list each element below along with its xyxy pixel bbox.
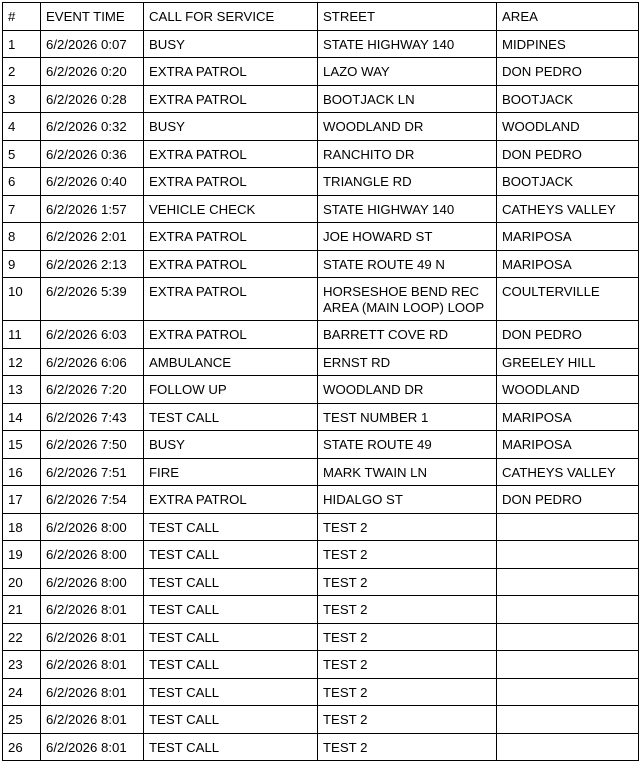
cell-area: WOODLAND <box>497 113 639 141</box>
cell-call-for-service: TEST CALL <box>144 541 318 569</box>
cell-area <box>497 596 639 624</box>
table-row <box>3 541 639 569</box>
cell-call-for-service: EXTRA PATROL <box>144 85 318 113</box>
cell-call-for-service: BUSY <box>144 431 318 459</box>
cell-event-time: 6/2/2026 8:01 <box>41 733 144 761</box>
table-row <box>3 568 639 596</box>
table-row <box>3 195 639 223</box>
cell-street: TEST 2 <box>318 706 497 734</box>
cell-street: STATE ROUTE 49 <box>318 431 497 459</box>
cell-call-for-service: EXTRA PATROL <box>144 140 318 168</box>
cell-street: TEST NUMBER 1 <box>318 403 497 431</box>
cell-street: TEST 2 <box>318 541 497 569</box>
cell-street: RANCHITO DR <box>318 140 497 168</box>
cell-call-for-service: TEST CALL <box>144 596 318 624</box>
cell-number: 8 <box>3 223 41 251</box>
cell-call-for-service: BUSY <box>144 113 318 141</box>
cell-number: 13 <box>3 376 41 404</box>
cell-number: 12 <box>3 348 41 376</box>
table-row <box>3 321 639 349</box>
cell-number: 1 <box>3 30 41 58</box>
cell-event-time: 6/2/2026 0:20 <box>41 58 144 86</box>
table-row <box>3 58 639 86</box>
cell-call-for-service: TEST CALL <box>144 568 318 596</box>
cell-call-for-service: FIRE <box>144 458 318 486</box>
cell-event-time: 6/2/2026 0:28 <box>41 85 144 113</box>
cell-number: 11 <box>3 321 41 349</box>
cell-call-for-service: EXTRA PATROL <box>144 250 318 278</box>
cell-event-time: 6/2/2026 7:51 <box>41 458 144 486</box>
cell-area: DON PEDRO <box>497 321 639 349</box>
cell-event-time: 6/2/2026 2:13 <box>41 250 144 278</box>
cell-number: 9 <box>3 250 41 278</box>
cell-area <box>497 651 639 679</box>
cell-call-for-service: VEHICLE CHECK <box>144 195 318 223</box>
cell-call-for-service: BUSY <box>144 30 318 58</box>
cell-number: 5 <box>3 140 41 168</box>
cell-number: 24 <box>3 678 41 706</box>
table-row <box>3 678 639 706</box>
cell-street: WOODLAND DR <box>318 113 497 141</box>
table-row <box>3 168 639 196</box>
cell-number: 25 <box>3 706 41 734</box>
cell-event-time: 6/2/2026 6:03 <box>41 321 144 349</box>
cell-area: CATHEYS VALLEY <box>497 195 639 223</box>
cell-number: 14 <box>3 403 41 431</box>
table-row <box>3 623 639 651</box>
table-row <box>3 140 639 168</box>
cell-street: STATE HIGHWAY 140 <box>318 195 497 223</box>
cell-number: 20 <box>3 568 41 596</box>
cell-area: WOODLAND <box>497 376 639 404</box>
cell-street: HIDALGO ST <box>318 486 497 514</box>
cell-number: 15 <box>3 431 41 459</box>
cell-street: STATE HIGHWAY 140 <box>318 30 497 58</box>
cell-event-time: 6/2/2026 6:06 <box>41 348 144 376</box>
cell-event-time: 6/2/2026 0:36 <box>41 140 144 168</box>
table-row <box>3 85 639 113</box>
cell-area <box>497 568 639 596</box>
table-row <box>3 596 639 624</box>
table-row <box>3 706 639 734</box>
table-row <box>3 223 639 251</box>
cell-call-for-service: EXTRA PATROL <box>144 321 318 349</box>
cell-event-time: 6/2/2026 8:00 <box>41 568 144 596</box>
cell-area <box>497 678 639 706</box>
cell-event-time: 6/2/2026 8:01 <box>41 706 144 734</box>
cell-street: TEST 2 <box>318 568 497 596</box>
cell-number: 22 <box>3 623 41 651</box>
cell-event-time: 6/2/2026 0:40 <box>41 168 144 196</box>
cell-event-time: 6/2/2026 8:00 <box>41 513 144 541</box>
cell-call-for-service: EXTRA PATROL <box>144 486 318 514</box>
cell-call-for-service: EXTRA PATROL <box>144 168 318 196</box>
cell-event-time: 6/2/2026 8:01 <box>41 596 144 624</box>
cell-call-for-service: TEST CALL <box>144 651 318 679</box>
cell-event-time: 6/2/2026 8:00 <box>41 541 144 569</box>
cell-event-time: 6/2/2026 8:01 <box>41 678 144 706</box>
cell-call-for-service: AMBULANCE <box>144 348 318 376</box>
cell-area: GREELEY HILL <box>497 348 639 376</box>
cell-street: TEST 2 <box>318 733 497 761</box>
table-row <box>3 486 639 514</box>
column-header-number: # <box>3 3 41 31</box>
cell-call-for-service: TEST CALL <box>144 513 318 541</box>
table-row <box>3 458 639 486</box>
table-row <box>3 278 639 321</box>
cell-event-time: 6/2/2026 5:39 <box>41 278 144 321</box>
table-row <box>3 250 639 278</box>
cell-event-time: 6/2/2026 1:57 <box>41 195 144 223</box>
cell-street: HORSESHOE BEND REC AREA (MAIN LOOP) LOOP <box>318 278 497 321</box>
cell-street: TRIANGLE RD <box>318 168 497 196</box>
cell-number: 2 <box>3 58 41 86</box>
cell-event-time: 6/2/2026 8:01 <box>41 623 144 651</box>
cell-call-for-service: EXTRA PATROL <box>144 58 318 86</box>
table-row <box>3 376 639 404</box>
cell-event-time: 6/2/2026 2:01 <box>41 223 144 251</box>
table-row <box>3 651 639 679</box>
cell-event-time: 6/2/2026 7:54 <box>41 486 144 514</box>
cell-area <box>497 706 639 734</box>
cell-area: MARIPOSA <box>497 431 639 459</box>
cell-call-for-service: EXTRA PATROL <box>144 223 318 251</box>
column-header-event-time: EVENT TIME <box>41 3 144 31</box>
cell-event-time: 6/2/2026 0:07 <box>41 30 144 58</box>
column-header-area: AREA <box>497 3 639 31</box>
table-row <box>3 733 639 761</box>
table-row <box>3 30 639 58</box>
column-header-call-for-service: CALL FOR SERVICE <box>144 3 318 31</box>
cell-street: JOE HOWARD ST <box>318 223 497 251</box>
cell-street: TEST 2 <box>318 596 497 624</box>
cell-area: MIDPINES <box>497 30 639 58</box>
cell-number: 6 <box>3 168 41 196</box>
cell-area: COULTERVILLE <box>497 278 639 321</box>
cell-area: MARIPOSA <box>497 250 639 278</box>
table-row <box>3 431 639 459</box>
cell-number: 4 <box>3 113 41 141</box>
cell-area: DON PEDRO <box>497 486 639 514</box>
cell-number: 18 <box>3 513 41 541</box>
cell-number: 3 <box>3 85 41 113</box>
cell-number: 10 <box>3 278 41 321</box>
cell-number: 7 <box>3 195 41 223</box>
cell-number: 26 <box>3 733 41 761</box>
cell-street: MARK TWAIN LN <box>318 458 497 486</box>
cell-event-time: 6/2/2026 8:01 <box>41 651 144 679</box>
cell-area: MARIPOSA <box>497 223 639 251</box>
cell-street: BOOTJACK LN <box>318 85 497 113</box>
cell-area: DON PEDRO <box>497 140 639 168</box>
cell-area: MARIPOSA <box>497 403 639 431</box>
cell-call-for-service: EXTRA PATROL <box>144 278 318 321</box>
cell-call-for-service: TEST CALL <box>144 403 318 431</box>
cell-event-time: 6/2/2026 7:50 <box>41 431 144 459</box>
cell-call-for-service: FOLLOW UP <box>144 376 318 404</box>
cell-event-time: 6/2/2026 0:32 <box>41 113 144 141</box>
cell-street: LAZO WAY <box>318 58 497 86</box>
cell-street: TEST 2 <box>318 678 497 706</box>
cell-street: TEST 2 <box>318 651 497 679</box>
cell-street: STATE ROUTE 49 N <box>318 250 497 278</box>
cell-area <box>497 541 639 569</box>
cell-area: CATHEYS VALLEY <box>497 458 639 486</box>
table-header-row <box>3 3 639 31</box>
cell-number: 17 <box>3 486 41 514</box>
cell-call-for-service: TEST CALL <box>144 706 318 734</box>
cell-number: 21 <box>3 596 41 624</box>
table-row <box>3 348 639 376</box>
cell-area <box>497 513 639 541</box>
cell-street: TEST 2 <box>318 623 497 651</box>
cell-area <box>497 623 639 651</box>
cell-call-for-service: TEST CALL <box>144 678 318 706</box>
cell-street: ERNST RD <box>318 348 497 376</box>
cell-event-time: 6/2/2026 7:43 <box>41 403 144 431</box>
cell-number: 23 <box>3 651 41 679</box>
cell-number: 16 <box>3 458 41 486</box>
cell-call-for-service: TEST CALL <box>144 623 318 651</box>
cell-street: BARRETT COVE RD <box>318 321 497 349</box>
cell-area <box>497 733 639 761</box>
cell-area: DON PEDRO <box>497 58 639 86</box>
call-log-table <box>2 2 639 761</box>
cell-number: 19 <box>3 541 41 569</box>
cell-area: BOOTJACK <box>497 168 639 196</box>
table-row <box>3 403 639 431</box>
column-header-street: STREET <box>318 3 497 31</box>
cell-street: TEST 2 <box>318 513 497 541</box>
cell-event-time: 6/2/2026 7:20 <box>41 376 144 404</box>
table-row <box>3 513 639 541</box>
table-body <box>3 30 639 761</box>
cell-area: BOOTJACK <box>497 85 639 113</box>
table-row <box>3 113 639 141</box>
cell-street: WOODLAND DR <box>318 376 497 404</box>
cell-call-for-service: TEST CALL <box>144 733 318 761</box>
